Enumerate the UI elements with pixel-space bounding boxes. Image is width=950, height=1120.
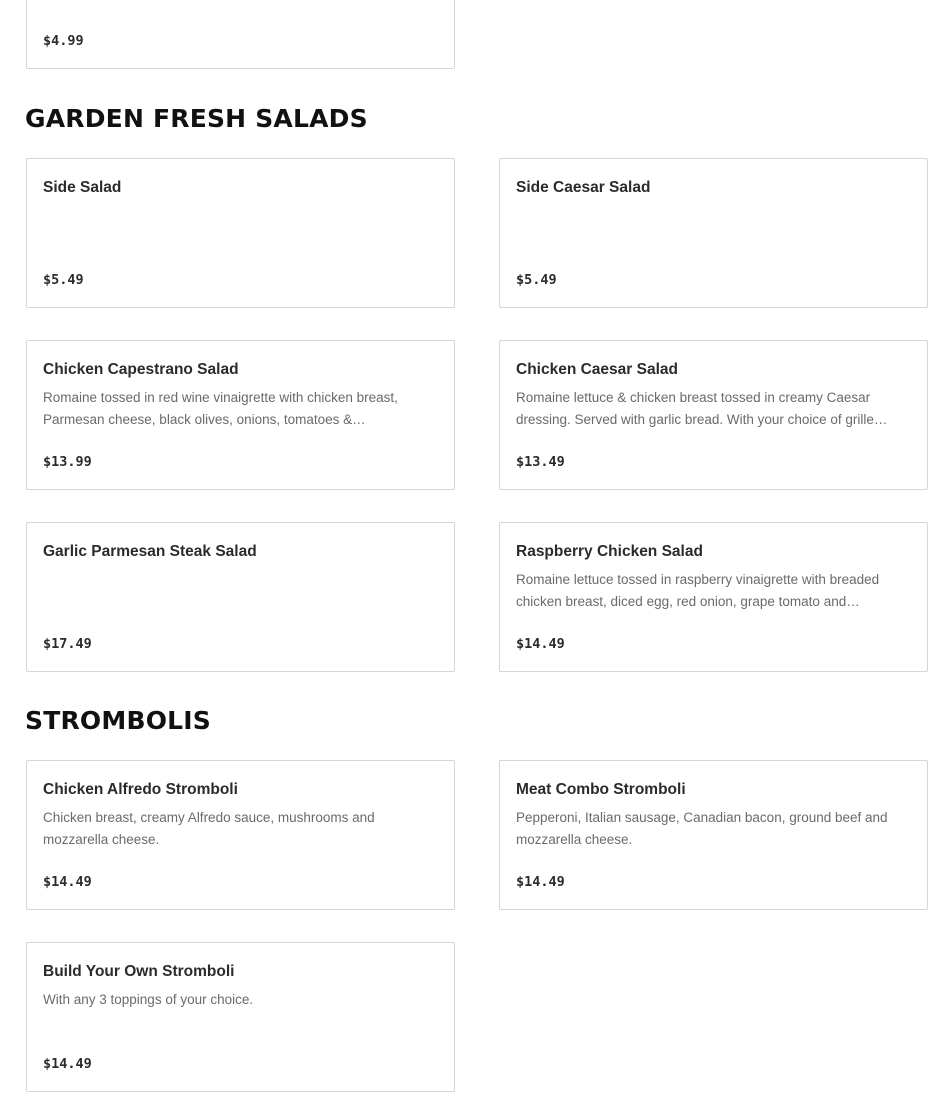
menu-item-name: Chicken Alfredo Stromboli — [43, 781, 238, 798]
menu-item-name: Garlic Parmesan Steak Salad — [43, 543, 257, 560]
menu-item-name: Side Salad — [43, 179, 122, 196]
menu-item-description: Pepperoni, Italian sausage, Canadian bacon, ground beef and mozzarella cheese. — [516, 810, 888, 847]
menu-item-price: $14.49 — [516, 636, 565, 652]
menu-item-price: $5.49 — [516, 272, 557, 288]
menu-item-description: Romaine lettuce tossed in raspberry vinaigrette with breaded chicken breast, diced egg, red onion, grape tomato and… — [516, 572, 880, 609]
menu-item-price: $14.49 — [43, 874, 92, 890]
menu-item-chicken-capestrano-salad[interactable] — [26, 340, 455, 490]
menu-item-description: Romaine tossed in red wine vinaigrette with chicken breast, Parmesan cheese, black olives, onions, tomatoes &… — [43, 390, 398, 427]
menu-item-card[interactable] — [26, 0, 455, 69]
menu-item-chicken-caesar-salad[interactable] — [499, 340, 928, 490]
menu-item-price: $5.49 — [43, 272, 84, 288]
menu-item-raspberry-chicken-salad[interactable] — [499, 522, 928, 672]
menu-item-side-caesar-salad[interactable] — [499, 158, 928, 308]
section-title-strombolis: STROMBOLIS — [25, 706, 211, 735]
menu-item-side-salad[interactable] — [26, 158, 455, 308]
menu-item-name: Side Caesar Salad — [516, 179, 651, 196]
menu-item-name: Meat Combo Stromboli — [516, 781, 686, 798]
menu-item-garlic-parmesan-steak-salad[interactable] — [26, 522, 455, 672]
menu-item-build-your-own-stromboli[interactable] — [26, 942, 455, 1092]
menu-item-price: $13.99 — [43, 454, 92, 470]
menu-item-meat-combo-stromboli[interactable] — [499, 760, 928, 910]
menu-item-price: $14.49 — [43, 1056, 92, 1072]
menu-item-name: Chicken Capestrano Salad — [43, 361, 239, 378]
menu-item-name: Build Your Own Stromboli — [43, 963, 235, 980]
menu-item-chicken-alfredo-stromboli[interactable] — [26, 760, 455, 910]
menu-item-description: Romaine lettuce & chicken breast tossed in creamy Caesar dressing. Served with garlic bread. With your choice of grille… — [516, 390, 888, 427]
menu-item-price: $13.49 — [516, 454, 565, 470]
menu-item-price: $14.49 — [516, 874, 565, 890]
menu-item-price: $4.99 — [43, 33, 84, 49]
menu-item-price: $17.49 — [43, 636, 92, 652]
menu-item-name: Chicken Caesar Salad — [516, 361, 678, 378]
section-title-salads: GARDEN FRESH SALADS — [25, 104, 368, 133]
menu-item-description: Chicken breast, creamy Alfredo sauce, mushrooms and mozzarella cheese. — [43, 810, 375, 847]
menu-item-description: With any 3 toppings of your choice. — [43, 992, 254, 1007]
menu-item-name: Raspberry Chicken Salad — [516, 543, 703, 560]
